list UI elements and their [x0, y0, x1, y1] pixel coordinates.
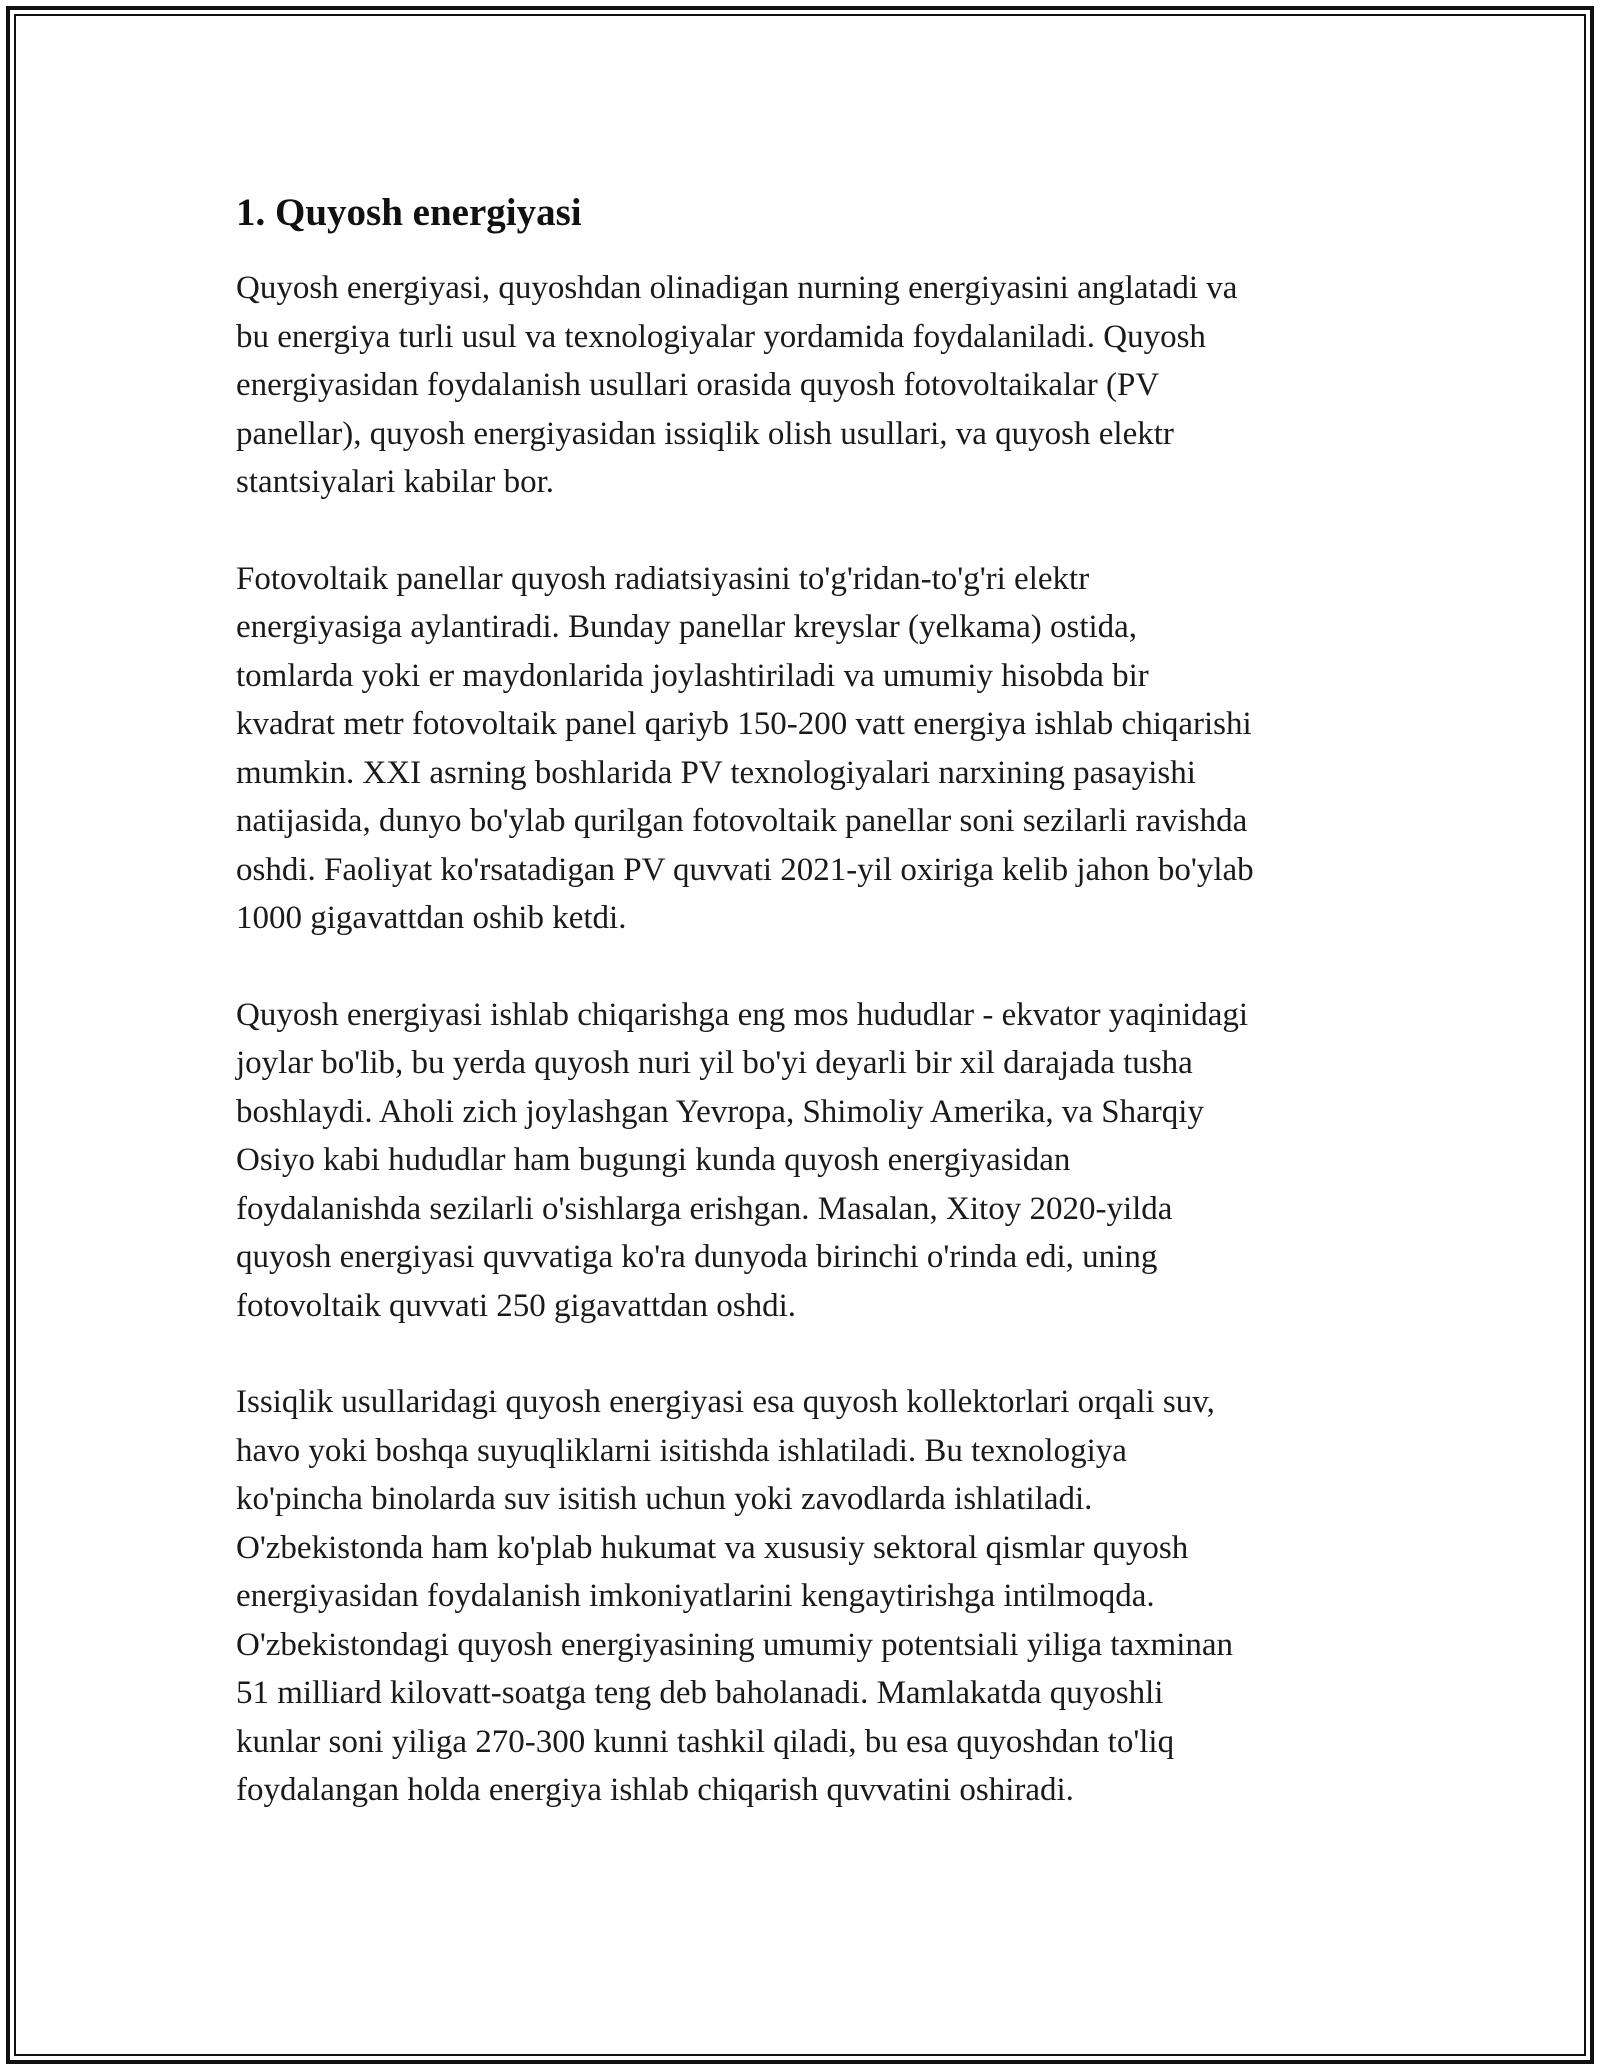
text-line: boshlaydi. Aholi zich joylashgan Yevropa, Shimoliy Amerika, va Sharqiy — [236, 1093, 1204, 1130]
text-line: Quyosh energiyasi, quyoshdan olinadigan nurning energiyasini anglatadi va — [236, 270, 1238, 306]
text-line: ko'pincha binolarda suv isitish uchun yoki zavodlarda ishlatiladi. — [236, 1481, 1093, 1517]
text-line: quyosh energiyasi quvvatiga ko'ra dunyoda birinchi o'rinda edi, uning — [236, 1239, 1158, 1275]
text-line: oshdi. Faoliyat ko'rsatadigan PV quvvati 2021-yil oxiriga kelib jahon bo'ylab — [236, 851, 1254, 888]
section-title: 1. Quyosh energiyasi — [236, 191, 582, 234]
paragraph-thermal — [236, 1378, 1386, 1815]
text-line: natijasida, dunyo bo'ylab qurilgan fotovoltaik panellar soni sezilarli ravishda — [236, 803, 1248, 839]
text-line: tomlarda yoki er maydonlarida joylashtiriladi va umumiy hisobda bir — [236, 657, 1149, 694]
text-line: joylar bo'lib, bu yerda quyosh nuri yil bo'yi deyarli bir xil darajada tusha — [236, 1045, 1193, 1081]
document-body — [236, 188, 1386, 1815]
text-line: energiyasidan foydalanish usullari orasida quyosh fotovoltaikalar (PV — [236, 367, 1160, 403]
text-line: 51 milliard kilovatt-soatga teng deb baholanadi. Mamlakatda quyoshli — [236, 1675, 1164, 1711]
text-line: 1000 gigavattdan oshib ketdi. — [236, 900, 627, 936]
text-line: havo yoki boshqa suyuqliklarni isitishda ishlatiladi. Bu texnologiya — [236, 1432, 1127, 1469]
text-line: mumkin. XXI asrning boshlarida PV texnologiyalari narxining pasayishi — [236, 754, 1196, 791]
text-line: kunlar soni yiliga 270-300 kunni tashkil qiladi, bu esa quyoshdan to'liq — [236, 1723, 1175, 1760]
text-line: Osiyo kabi hududlar ham bugungi kunda quyosh energiyasidan — [236, 1142, 1071, 1178]
text-line: bu energiya turli usul va texnologiyalar yordamida foydalaniladi. Quyosh — [236, 318, 1206, 355]
text-line: Quyosh energiyasi ishlab chiqarishga eng mos hududlar - ekvator yaqinidagi — [236, 996, 1249, 1033]
paragraph-photovoltaic — [236, 555, 1386, 943]
text-line: panellar), quyosh energiyasidan issiqlik olish usullari, va quyosh elektr — [236, 415, 1174, 452]
text-line: kvadrat metr fotovoltaik panel qariyb 150-200 vatt energiya ishlab chiqarishi — [236, 706, 1252, 742]
text-line: energiyasidan foydalanish imkoniyatlarini kengaytirishga intilmoqda. — [236, 1578, 1155, 1614]
text-line: O'zbekistondagi quyosh energiyasining umumiy potentsiali yiliga taxminan — [236, 1626, 1234, 1663]
text-line: foydalangan holda energiya ishlab chiqarish quvvatini oshiradi. — [236, 1772, 1074, 1808]
text-line: Issiqlik usullaridagi quyosh energiyasi esa quyosh kollektorlari orqali suv, — [236, 1384, 1215, 1420]
paragraph-intro — [236, 264, 1386, 507]
text-line: O'zbekistonda ham ko'plab hukumat va xususiy sektoral qismlar quyosh — [236, 1529, 1189, 1566]
text-line: Fotovoltaik panellar quyosh radiatsiyasini to'g'ridan-to'g'ri elektr — [236, 560, 1090, 597]
text-line: foydalanishda sezilarli o'sishlarga erishgan. Masalan, Xitoy 2020-yilda — [236, 1190, 1173, 1227]
text-line: fotovoltaik quvvati 250 gigavattdan oshdi. — [236, 1287, 797, 1324]
text-line: stantsiyalari kabilar bor. — [236, 464, 554, 500]
paragraph-regions — [236, 991, 1386, 1331]
text-line: energiyasiga aylantiradi. Bunday panellar kreyslar (yelkama) ostida, — [236, 609, 1138, 645]
